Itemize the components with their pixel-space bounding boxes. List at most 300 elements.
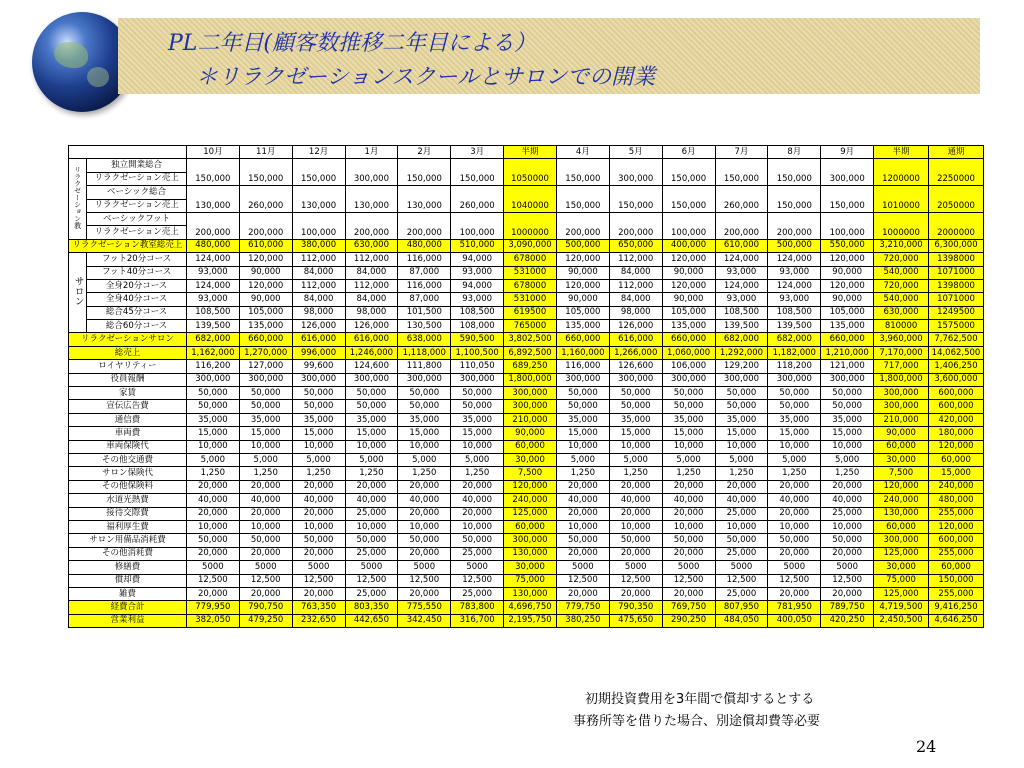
value-cell: 35,000 (345, 413, 398, 426)
value-cell: 150,000 (186, 159, 239, 186)
value-cell: 300,000 (345, 159, 398, 186)
value-cell: 139,500 (715, 320, 768, 333)
value-cell: 300,000 (821, 373, 874, 386)
value-cell: 120,000 (504, 480, 557, 493)
value-cell: 25,000 (451, 587, 504, 600)
row-label: ベーシックフット (87, 212, 187, 225)
value-cell: 300,000 (451, 373, 504, 386)
value-cell: 1200000 (874, 159, 929, 186)
value-cell: 150,000 (821, 186, 874, 213)
value-cell: 630,000 (345, 239, 398, 252)
row-label: 車両保険代 (69, 440, 187, 453)
value-cell: 720,000 (874, 253, 929, 266)
value-cell: 10,000 (186, 520, 239, 533)
value-cell: 116,000 (398, 253, 451, 266)
value-cell: 20,000 (292, 547, 345, 560)
value-cell: 540,000 (874, 266, 929, 279)
value-cell: 40,000 (292, 494, 345, 507)
value-cell: 60,000 (504, 520, 557, 533)
value-cell: 84,000 (609, 293, 662, 306)
value-cell: 12,500 (239, 574, 292, 587)
value-cell: 20,000 (239, 480, 292, 493)
value-cell: 255,000 (928, 547, 983, 560)
value-cell: 1,250 (398, 467, 451, 480)
row-label: 水道光熱費 (69, 494, 187, 507)
value-cell: 120,000 (239, 279, 292, 292)
value-cell: 20,000 (398, 547, 451, 560)
value-cell: 12,500 (398, 574, 451, 587)
value-cell: 1,060,000 (662, 346, 715, 359)
value-cell: 116,200 (186, 360, 239, 373)
value-cell: 90,000 (821, 266, 874, 279)
value-cell: 20,000 (821, 547, 874, 560)
value-cell: 10,000 (609, 520, 662, 533)
value-cell: 7,762,500 (928, 333, 983, 346)
value-cell: 600,000 (928, 534, 983, 547)
value-cell: 1,800,000 (874, 373, 929, 386)
operating-profit-row (69, 614, 984, 627)
value-cell: 105,000 (239, 306, 292, 319)
row-label: リラクゼーション教室総売上 (69, 239, 187, 252)
value-cell: 50,000 (715, 387, 768, 400)
value-cell: 50,000 (556, 400, 609, 413)
value-cell: 20,000 (768, 507, 821, 520)
value-cell: 120,000 (821, 253, 874, 266)
value-cell: 40,000 (768, 494, 821, 507)
value-cell: 20,000 (292, 587, 345, 600)
value-cell: 93,000 (715, 266, 768, 279)
total-sales-row (69, 346, 984, 359)
value-cell: 150,000 (609, 186, 662, 213)
value-cell: 93,000 (768, 266, 821, 279)
value-cell: 50,000 (239, 534, 292, 547)
value-cell: 479,250 (239, 614, 292, 627)
value-cell: 112,000 (609, 253, 662, 266)
value-cell: 124,000 (715, 253, 768, 266)
table-row (69, 400, 984, 413)
table-row (69, 507, 984, 520)
value-cell: 20,000 (609, 587, 662, 600)
value-cell: 1,250 (239, 467, 292, 480)
value-cell: 2,195,750 (504, 614, 557, 627)
value-cell: 10,000 (292, 440, 345, 453)
value-cell: 1071000 (928, 293, 983, 306)
value-cell: 20,000 (609, 507, 662, 520)
value-cell: 120,000 (239, 253, 292, 266)
value-cell: 90,000 (874, 427, 929, 440)
value-cell: 3,600,000 (928, 373, 983, 386)
value-cell: 15,000 (821, 427, 874, 440)
value-cell: 35,000 (398, 413, 451, 426)
page-number: 24 (916, 737, 937, 756)
value-cell: 12,500 (186, 574, 239, 587)
value-cell: 112,000 (345, 279, 398, 292)
value-cell: 1,162,000 (186, 346, 239, 359)
value-cell: 94,000 (451, 253, 504, 266)
value-cell: 10,000 (662, 440, 715, 453)
value-cell: 9,416,250 (928, 601, 983, 614)
value-cell: 35,000 (821, 413, 874, 426)
value-cell: 25,000 (345, 587, 398, 600)
group-label-salon (69, 253, 87, 333)
table-row (69, 159, 984, 172)
value-cell: 300,000 (874, 534, 929, 547)
value-cell: 20,000 (768, 547, 821, 560)
value-cell: 20,000 (715, 480, 768, 493)
value-cell: 2250000 (928, 159, 983, 186)
value-cell: 10,000 (556, 440, 609, 453)
value-cell: 50,000 (609, 400, 662, 413)
value-cell: 4,646,250 (928, 614, 983, 627)
value-cell: 112,000 (292, 253, 345, 266)
value-cell: 139,500 (186, 320, 239, 333)
value-cell: 12,500 (451, 574, 504, 587)
value-cell: 300,000 (874, 400, 929, 413)
value-cell: 120,000 (556, 253, 609, 266)
row-label: 独立開業総合 (87, 159, 187, 172)
value-cell: 400,000 (662, 239, 715, 252)
value-cell: 5000 (662, 561, 715, 574)
column-header: 9月 (821, 146, 874, 159)
value-cell: 616,000 (345, 333, 398, 346)
value-cell: 150,000 (556, 159, 609, 186)
value-cell: 99,600 (292, 360, 345, 373)
value-cell: 30,000 (874, 561, 929, 574)
value-cell: 180,000 (928, 427, 983, 440)
value-cell: 20,000 (398, 480, 451, 493)
table-row (69, 212, 984, 225)
value-cell: 120,000 (556, 279, 609, 292)
table-row (69, 587, 984, 600)
row-label: 総売上 (69, 346, 187, 359)
group-label-school-text: リラクゼーション教 (73, 165, 82, 229)
value-cell: 112,000 (345, 253, 398, 266)
value-cell: 1010000 (874, 186, 929, 213)
value-cell: 35,000 (662, 413, 715, 426)
value-cell: 5000 (556, 561, 609, 574)
value-cell: 87,000 (398, 293, 451, 306)
value-cell: 139,500 (768, 320, 821, 333)
value-cell: 20,000 (662, 547, 715, 560)
value-cell: 125,000 (874, 547, 929, 560)
table-row (69, 373, 984, 386)
value-cell: 7,500 (504, 467, 557, 480)
value-cell: 150,000 (556, 186, 609, 213)
value-cell: 1,800,000 (504, 373, 557, 386)
value-cell: 40,000 (398, 494, 451, 507)
value-cell: 4,719,500 (874, 601, 929, 614)
value-cell: 5,000 (186, 453, 239, 466)
value-cell: 531000 (504, 266, 557, 279)
value-cell: 290,250 (662, 614, 715, 627)
value-cell: 12,500 (345, 574, 398, 587)
value-cell: 5,000 (345, 453, 398, 466)
value-cell: 10,000 (768, 520, 821, 533)
group-label-school (69, 159, 87, 239)
value-cell: 87,000 (398, 266, 451, 279)
column-header: 1月 (345, 146, 398, 159)
table-row (69, 453, 984, 466)
value-cell: 400,050 (768, 614, 821, 627)
value-cell: 25,000 (715, 507, 768, 520)
value-cell: 200,000 (609, 212, 662, 239)
value-cell: 619500 (504, 306, 557, 319)
row-label: 修繕費 (69, 561, 187, 574)
value-cell: 210,000 (874, 413, 929, 426)
row-label: その他交通費 (69, 453, 187, 466)
value-cell: 638,000 (398, 333, 451, 346)
value-cell: 110,050 (451, 360, 504, 373)
value-cell: 50,000 (609, 387, 662, 400)
value-cell: 40,000 (609, 494, 662, 507)
value-cell: 120,000 (928, 520, 983, 533)
value-cell: 10,000 (186, 440, 239, 453)
value-cell: 75,000 (504, 574, 557, 587)
value-cell: 130,000 (504, 547, 557, 560)
column-header: 2月 (398, 146, 451, 159)
table-row (69, 186, 984, 199)
value-cell: 93,000 (186, 266, 239, 279)
value-cell: 108,500 (715, 306, 768, 319)
value-cell: 20,000 (239, 547, 292, 560)
value-cell: 121,000 (821, 360, 874, 373)
value-cell: 25,000 (715, 587, 768, 600)
value-cell: 50,000 (292, 387, 345, 400)
value-cell: 60,000 (504, 440, 557, 453)
page-title: PL二年目(顧客数推移二年目による） (168, 31, 536, 56)
value-cell: 20,000 (662, 507, 715, 520)
value-cell: 480,000 (186, 239, 239, 252)
value-cell: 210,000 (504, 413, 557, 426)
table-row (69, 306, 984, 319)
value-cell: 5,000 (715, 453, 768, 466)
value-cell: 35,000 (239, 413, 292, 426)
value-cell: 150,000 (662, 159, 715, 186)
value-cell: 779,750 (556, 601, 609, 614)
value-cell: 15,000 (345, 427, 398, 440)
value-cell: 616,000 (609, 333, 662, 346)
value-cell: 50,000 (821, 534, 874, 547)
value-cell: 50,000 (239, 400, 292, 413)
value-cell: 1398000 (928, 253, 983, 266)
value-cell: 590,500 (451, 333, 504, 346)
table-row (69, 427, 984, 440)
value-cell: 40,000 (662, 494, 715, 507)
value-cell: 5,000 (292, 453, 345, 466)
value-cell: 90,000 (239, 266, 292, 279)
table-row (69, 520, 984, 533)
value-cell: 25,000 (345, 507, 398, 520)
value-cell: 10,000 (239, 520, 292, 533)
value-cell: 90,000 (504, 427, 557, 440)
value-cell: 15,000 (768, 427, 821, 440)
value-cell: 5000 (768, 561, 821, 574)
value-cell: 150,000 (662, 186, 715, 213)
value-cell: 1,292,000 (715, 346, 768, 359)
value-cell: 510,000 (451, 239, 504, 252)
table-row (69, 574, 984, 587)
value-cell: 50,000 (556, 387, 609, 400)
row-label: 役員報酬 (69, 373, 187, 386)
table-row (69, 547, 984, 560)
value-cell: 1071000 (928, 266, 983, 279)
value-cell: 1,210,000 (821, 346, 874, 359)
value-cell: 125,000 (874, 587, 929, 600)
value-cell: 50,000 (451, 534, 504, 547)
salon-total-row (69, 333, 984, 346)
value-cell: 50,000 (715, 400, 768, 413)
value-cell: 682,000 (768, 333, 821, 346)
value-cell: 660,000 (239, 333, 292, 346)
value-cell: 15,000 (292, 427, 345, 440)
value-cell: 126,600 (609, 360, 662, 373)
value-cell: 108,500 (768, 306, 821, 319)
value-cell: 12,500 (715, 574, 768, 587)
value-cell: 20,000 (292, 507, 345, 520)
value-cell: 240,000 (928, 480, 983, 493)
value-cell: 150,000 (239, 159, 292, 186)
value-cell: 50,000 (821, 400, 874, 413)
value-cell: 803,350 (345, 601, 398, 614)
value-cell: 50,000 (345, 400, 398, 413)
value-cell: 15,000 (186, 427, 239, 440)
value-cell: 105,000 (821, 306, 874, 319)
school-total-row (69, 239, 984, 252)
value-cell: 20,000 (451, 507, 504, 520)
value-cell: 10,000 (662, 520, 715, 533)
column-header: 3月 (451, 146, 504, 159)
column-header: 5月 (609, 146, 662, 159)
row-label: リラクゼーションサロン (69, 333, 187, 346)
row-label: 雑費 (69, 587, 187, 600)
value-cell: 124,000 (186, 253, 239, 266)
value-cell: 35,000 (292, 413, 345, 426)
value-cell: 5,000 (239, 453, 292, 466)
value-cell: 200,000 (768, 212, 821, 239)
value-cell: 255,000 (928, 587, 983, 600)
row-label: フット20分コース (87, 253, 187, 266)
row-label: 償却費 (69, 574, 187, 587)
value-cell: 1,250 (715, 467, 768, 480)
row-label: サロン保険代 (69, 467, 187, 480)
value-cell: 783,800 (451, 601, 504, 614)
value-cell: 300,000 (662, 373, 715, 386)
value-cell: 10,000 (398, 520, 451, 533)
row-label: その他消耗費 (69, 547, 187, 560)
row-label: 営業利益 (69, 614, 187, 627)
value-cell: 15,000 (451, 427, 504, 440)
value-cell: 2050000 (928, 186, 983, 213)
value-cell: 240,000 (874, 494, 929, 507)
value-cell: 50,000 (609, 534, 662, 547)
value-cell: 300,000 (292, 373, 345, 386)
value-cell: 90,000 (556, 293, 609, 306)
value-cell: 135,000 (821, 320, 874, 333)
value-cell: 12,500 (609, 574, 662, 587)
value-cell: 25,000 (345, 547, 398, 560)
value-cell: 5000 (609, 561, 662, 574)
value-cell: 126,000 (292, 320, 345, 333)
value-cell: 678000 (504, 253, 557, 266)
value-cell: 93,000 (186, 293, 239, 306)
table-row (69, 467, 984, 480)
value-cell: 678000 (504, 279, 557, 292)
value-cell: 84,000 (609, 266, 662, 279)
value-cell: 50,000 (768, 387, 821, 400)
total-expenses-row (69, 601, 984, 614)
value-cell: 93,000 (715, 293, 768, 306)
note-line-1: 初期投資費用を3年間で償却するとする (585, 692, 815, 707)
value-cell: 40,000 (451, 494, 504, 507)
value-cell: 20,000 (398, 587, 451, 600)
value-cell: 90,000 (821, 293, 874, 306)
value-cell: 232,650 (292, 614, 345, 627)
value-cell: 20,000 (239, 507, 292, 520)
page-subtitle: ＊リラクゼーションスクールとサロンでの開業 (196, 65, 656, 90)
value-cell: 1,250 (768, 467, 821, 480)
value-cell: 5000 (821, 561, 874, 574)
value-cell: 12,500 (768, 574, 821, 587)
value-cell: 20,000 (398, 507, 451, 520)
value-cell: 480,000 (928, 494, 983, 507)
value-cell: 5000 (398, 561, 451, 574)
value-cell: 810000 (874, 320, 929, 333)
value-cell: 200,000 (398, 212, 451, 239)
value-cell: 6,300,000 (928, 239, 983, 252)
value-cell: 300,000 (821, 159, 874, 186)
value-cell: 60,000 (874, 440, 929, 453)
row-label: 経費合計 (69, 601, 187, 614)
value-cell: 1,270,000 (239, 346, 292, 359)
value-cell: 1,250 (451, 467, 504, 480)
value-cell: 5000 (715, 561, 768, 574)
value-cell: 10,000 (609, 440, 662, 453)
value-cell: 120,000 (662, 253, 715, 266)
table-row (69, 494, 984, 507)
value-cell: 20,000 (662, 587, 715, 600)
value-cell: 50,000 (398, 400, 451, 413)
value-cell: 75,000 (874, 574, 929, 587)
value-cell: 90,000 (556, 266, 609, 279)
value-cell: 112,000 (609, 279, 662, 292)
value-cell: 40,000 (821, 494, 874, 507)
value-cell: 20,000 (556, 480, 609, 493)
value-cell: 116,000 (556, 360, 609, 373)
value-cell: 10,000 (398, 440, 451, 453)
column-header: 通期 (928, 146, 983, 159)
value-cell: 1,250 (292, 467, 345, 480)
value-cell: 124,600 (345, 360, 398, 373)
value-cell: 5,000 (451, 453, 504, 466)
value-cell: 10,000 (239, 440, 292, 453)
row-label: 総合45分コース (87, 306, 187, 319)
value-cell: 130,000 (398, 186, 451, 213)
value-cell: 50,000 (662, 534, 715, 547)
value-cell: 30,000 (504, 453, 557, 466)
value-cell: 720,000 (874, 279, 929, 292)
value-cell: 120,000 (662, 279, 715, 292)
value-cell: 116,000 (398, 279, 451, 292)
row-label: ロイヤリティー (69, 360, 187, 373)
value-cell: 660,000 (556, 333, 609, 346)
value-cell: 240,000 (504, 494, 557, 507)
value-cell: 1,266,000 (609, 346, 662, 359)
value-cell: 84,000 (345, 266, 398, 279)
value-cell: 50,000 (662, 387, 715, 400)
value-cell: 717,000 (874, 360, 929, 373)
column-header: 4月 (556, 146, 609, 159)
value-cell: 3,210,000 (874, 239, 929, 252)
